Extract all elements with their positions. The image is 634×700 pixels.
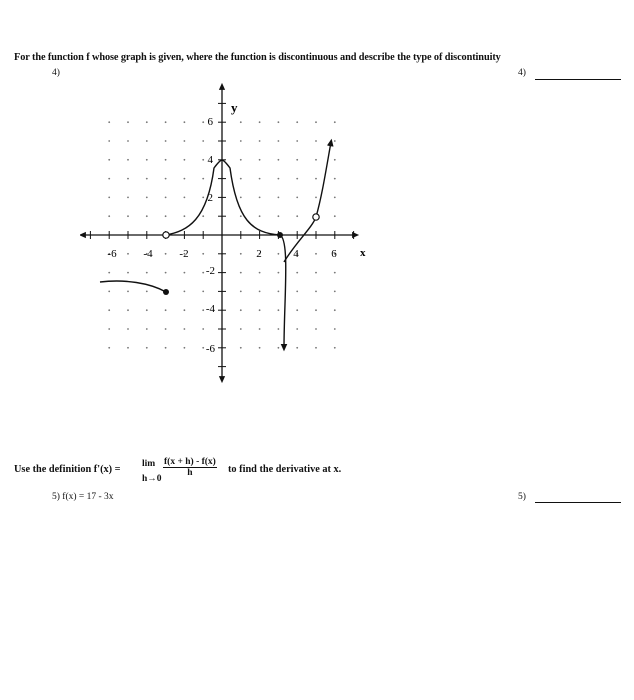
- grid-dot: [202, 253, 204, 255]
- grid-dot: [334, 121, 336, 123]
- x-tick-label-4: 4: [293, 248, 299, 260]
- grid-dot: [259, 309, 261, 311]
- closed-point-x3: [277, 232, 283, 238]
- grid-dot: [202, 328, 204, 330]
- grid-dot: [315, 291, 317, 293]
- grid-dot: [165, 197, 167, 199]
- grid-dot: [240, 121, 242, 123]
- grid-dot: [278, 121, 280, 123]
- grid-dot: [315, 347, 317, 349]
- grid-dot: [165, 159, 167, 161]
- grid-dot: [202, 121, 204, 123]
- grid-dot: [334, 272, 336, 274]
- grid-dot: [146, 309, 148, 311]
- grid-dot: [240, 272, 242, 274]
- question-5-answer-blank[interactable]: [535, 502, 621, 503]
- x-tick-label-neg2: -2: [179, 248, 189, 260]
- grid-dot: [259, 197, 261, 199]
- grid-dot: [334, 197, 336, 199]
- grid-dot: [259, 347, 261, 349]
- grid-dot: [108, 291, 110, 293]
- grid-dot: [334, 328, 336, 330]
- grid-dot: [108, 309, 110, 311]
- question-4-prompt: For the function f whose graph is given, where the function is discontinuous and describe the type of discontinuity: [14, 52, 501, 63]
- grid-dot: [127, 140, 129, 142]
- grid-dot: [296, 272, 298, 274]
- open-endpoint-middle: [163, 232, 169, 238]
- grid-dot: [108, 121, 110, 123]
- grid-dot: [127, 253, 129, 255]
- grid-dot: [108, 347, 110, 349]
- y-tick-label-2: 2: [207, 192, 213, 204]
- grid-dot: [278, 159, 280, 161]
- grid-dot: [146, 215, 148, 217]
- grid-dot: [127, 328, 129, 330]
- open-point-right-piece: [313, 214, 319, 220]
- grid-dot: [240, 328, 242, 330]
- y-tick-label-4: 4: [207, 154, 213, 166]
- question-5-answer-number: 5): [518, 492, 526, 502]
- grid-dot: [165, 178, 167, 180]
- grid-dot: [184, 215, 186, 217]
- grid-dot: [278, 253, 280, 255]
- difference-quotient-numerator: f(x + h) - f(x): [164, 457, 216, 467]
- x-tick-label-neg6: -6: [107, 248, 117, 260]
- question-4-answer-number: 4): [518, 68, 526, 78]
- grid-dot: [278, 178, 280, 180]
- grid-dot: [184, 121, 186, 123]
- curve-middle-to-minus: [280, 235, 286, 348]
- grid-dot: [184, 309, 186, 311]
- question-5-tail: to find the derivative at x.: [228, 464, 342, 475]
- grid-dot: [146, 140, 148, 142]
- grid-dot: [315, 253, 317, 255]
- grid-dot: [165, 253, 167, 255]
- grid-dot: [108, 197, 110, 199]
- grid-dot: [278, 272, 280, 274]
- grid-dot: [240, 253, 242, 255]
- grid-dot: [240, 309, 242, 311]
- y-tick-label-neg4: -4: [205, 303, 215, 315]
- grid-dot: [334, 178, 336, 180]
- grid-dot: [315, 272, 317, 274]
- curve-middle-left: [166, 160, 222, 235]
- grid-dot: [127, 159, 129, 161]
- grid-dot: [146, 178, 148, 180]
- grid-dot: [165, 347, 167, 349]
- grid-dot: [108, 178, 110, 180]
- grid-dot: [165, 121, 167, 123]
- grid-dot: [146, 272, 148, 274]
- grid-dot: [315, 140, 317, 142]
- grid-dot: [184, 328, 186, 330]
- grid-dot: [202, 178, 204, 180]
- limit-label: lim: [142, 459, 156, 469]
- grid-dot: [259, 159, 261, 161]
- grid-dot: [184, 178, 186, 180]
- grid-dot: [202, 215, 204, 217]
- grid-dot: [334, 159, 336, 161]
- grid-dot: [127, 347, 129, 349]
- grid-dot: [127, 215, 129, 217]
- y-axis-label: y: [231, 100, 238, 115]
- grid-dot: [278, 140, 280, 142]
- grid-dot: [240, 159, 242, 161]
- grid-dot: [296, 328, 298, 330]
- grid-dot: [127, 121, 129, 123]
- grid-dot: [315, 328, 317, 330]
- grid-dot: [334, 140, 336, 142]
- x-axis-label: x: [360, 247, 366, 259]
- grid-dot: [259, 291, 261, 293]
- grid-dot: [146, 291, 148, 293]
- grid-dot: [296, 215, 298, 217]
- grid-dot: [296, 121, 298, 123]
- grid-dot: [315, 309, 317, 311]
- grid-dot: [165, 309, 167, 311]
- grid-dot: [146, 159, 148, 161]
- grid-dot: [202, 291, 204, 293]
- y-tick-label-neg6: -6: [205, 343, 215, 355]
- grid-dot: [296, 347, 298, 349]
- grid-dot: [240, 347, 242, 349]
- grid-dot: [127, 309, 129, 311]
- grid-dot: [259, 121, 261, 123]
- grid-dot: [108, 272, 110, 274]
- grid-dot: [146, 347, 148, 349]
- grid-dot: [240, 291, 242, 293]
- grid-dot: [334, 291, 336, 293]
- grid-dot: [146, 197, 148, 199]
- grid-dot: [240, 178, 242, 180]
- grid-dot: [278, 347, 280, 349]
- grid-dot: [334, 215, 336, 217]
- grid-dot: [296, 309, 298, 311]
- closed-endpoint-left-piece: [163, 289, 169, 295]
- grid-dot: [259, 272, 261, 274]
- grid-dot: [108, 140, 110, 142]
- grid-dot: [278, 309, 280, 311]
- grid-dot: [202, 347, 204, 349]
- grid-dot: [127, 178, 129, 180]
- grid-dot: [296, 197, 298, 199]
- curve-left-piece: [100, 281, 166, 292]
- grid-dot: [259, 178, 261, 180]
- grid-dot: [146, 121, 148, 123]
- grid-dot: [202, 197, 204, 199]
- grid-dot: [334, 309, 336, 311]
- grid-dot: [184, 197, 186, 199]
- grid-dot: [184, 291, 186, 293]
- grid-dot: [127, 291, 129, 293]
- grid-dot: [202, 272, 204, 274]
- y-tick-label-6: 6: [207, 116, 213, 128]
- grid-dot: [127, 197, 129, 199]
- grid-dot: [259, 140, 261, 142]
- x-tick-label-2: 2: [256, 248, 262, 260]
- grid-dot: [146, 328, 148, 330]
- grid-dot: [108, 215, 110, 217]
- grid-dot: [278, 197, 280, 199]
- curve-right-piece: [284, 142, 331, 262]
- question-5-problem: 5) f(x) = 17 - 3x: [52, 492, 114, 502]
- question-4-number: 4): [52, 68, 60, 78]
- question-5-lead: Use the definition f'(x) =: [14, 464, 121, 475]
- grid-dot: [184, 140, 186, 142]
- y-tick-label-neg2: -2: [205, 265, 215, 277]
- grid-dot: [296, 159, 298, 161]
- difference-quotient: [163, 457, 217, 478]
- grid-dot: [108, 159, 110, 161]
- grid-dot: [315, 178, 317, 180]
- x-tick-label-6: 6: [331, 248, 337, 260]
- grid-dot: [278, 328, 280, 330]
- limit-subscript: h→0: [142, 474, 162, 484]
- grid-dot: [278, 291, 280, 293]
- grid-dot: [165, 215, 167, 217]
- grid-dot: [296, 178, 298, 180]
- grid-dot: [165, 140, 167, 142]
- difference-quotient-denominator: h: [187, 468, 193, 478]
- grid-dot: [202, 140, 204, 142]
- grid-dot: [259, 215, 261, 217]
- grid-dot: [315, 159, 317, 161]
- curve-middle-right: [222, 160, 280, 235]
- grid-dot: [108, 328, 110, 330]
- grid-dot: [202, 309, 204, 311]
- grid-dot: [240, 197, 242, 199]
- grid-dot: [165, 328, 167, 330]
- x-tick-label-neg4: -4: [143, 248, 153, 260]
- grid-dot: [334, 347, 336, 349]
- question-4-answer-blank[interactable]: [535, 79, 621, 80]
- grid-dot: [127, 272, 129, 274]
- grid-dot: [165, 272, 167, 274]
- grid-dot: [240, 140, 242, 142]
- grid-dot: [184, 159, 186, 161]
- grid-dot: [184, 347, 186, 349]
- grid-dot: [315, 197, 317, 199]
- grid-dot: [296, 291, 298, 293]
- function-graph: [80, 80, 380, 390]
- grid-dot: [184, 272, 186, 274]
- grid-dot: [296, 140, 298, 142]
- grid-dot: [315, 121, 317, 123]
- grid-dot: [259, 328, 261, 330]
- grid-dot: [202, 159, 204, 161]
- grid-dot: [240, 215, 242, 217]
- grid-dot: [278, 215, 280, 217]
